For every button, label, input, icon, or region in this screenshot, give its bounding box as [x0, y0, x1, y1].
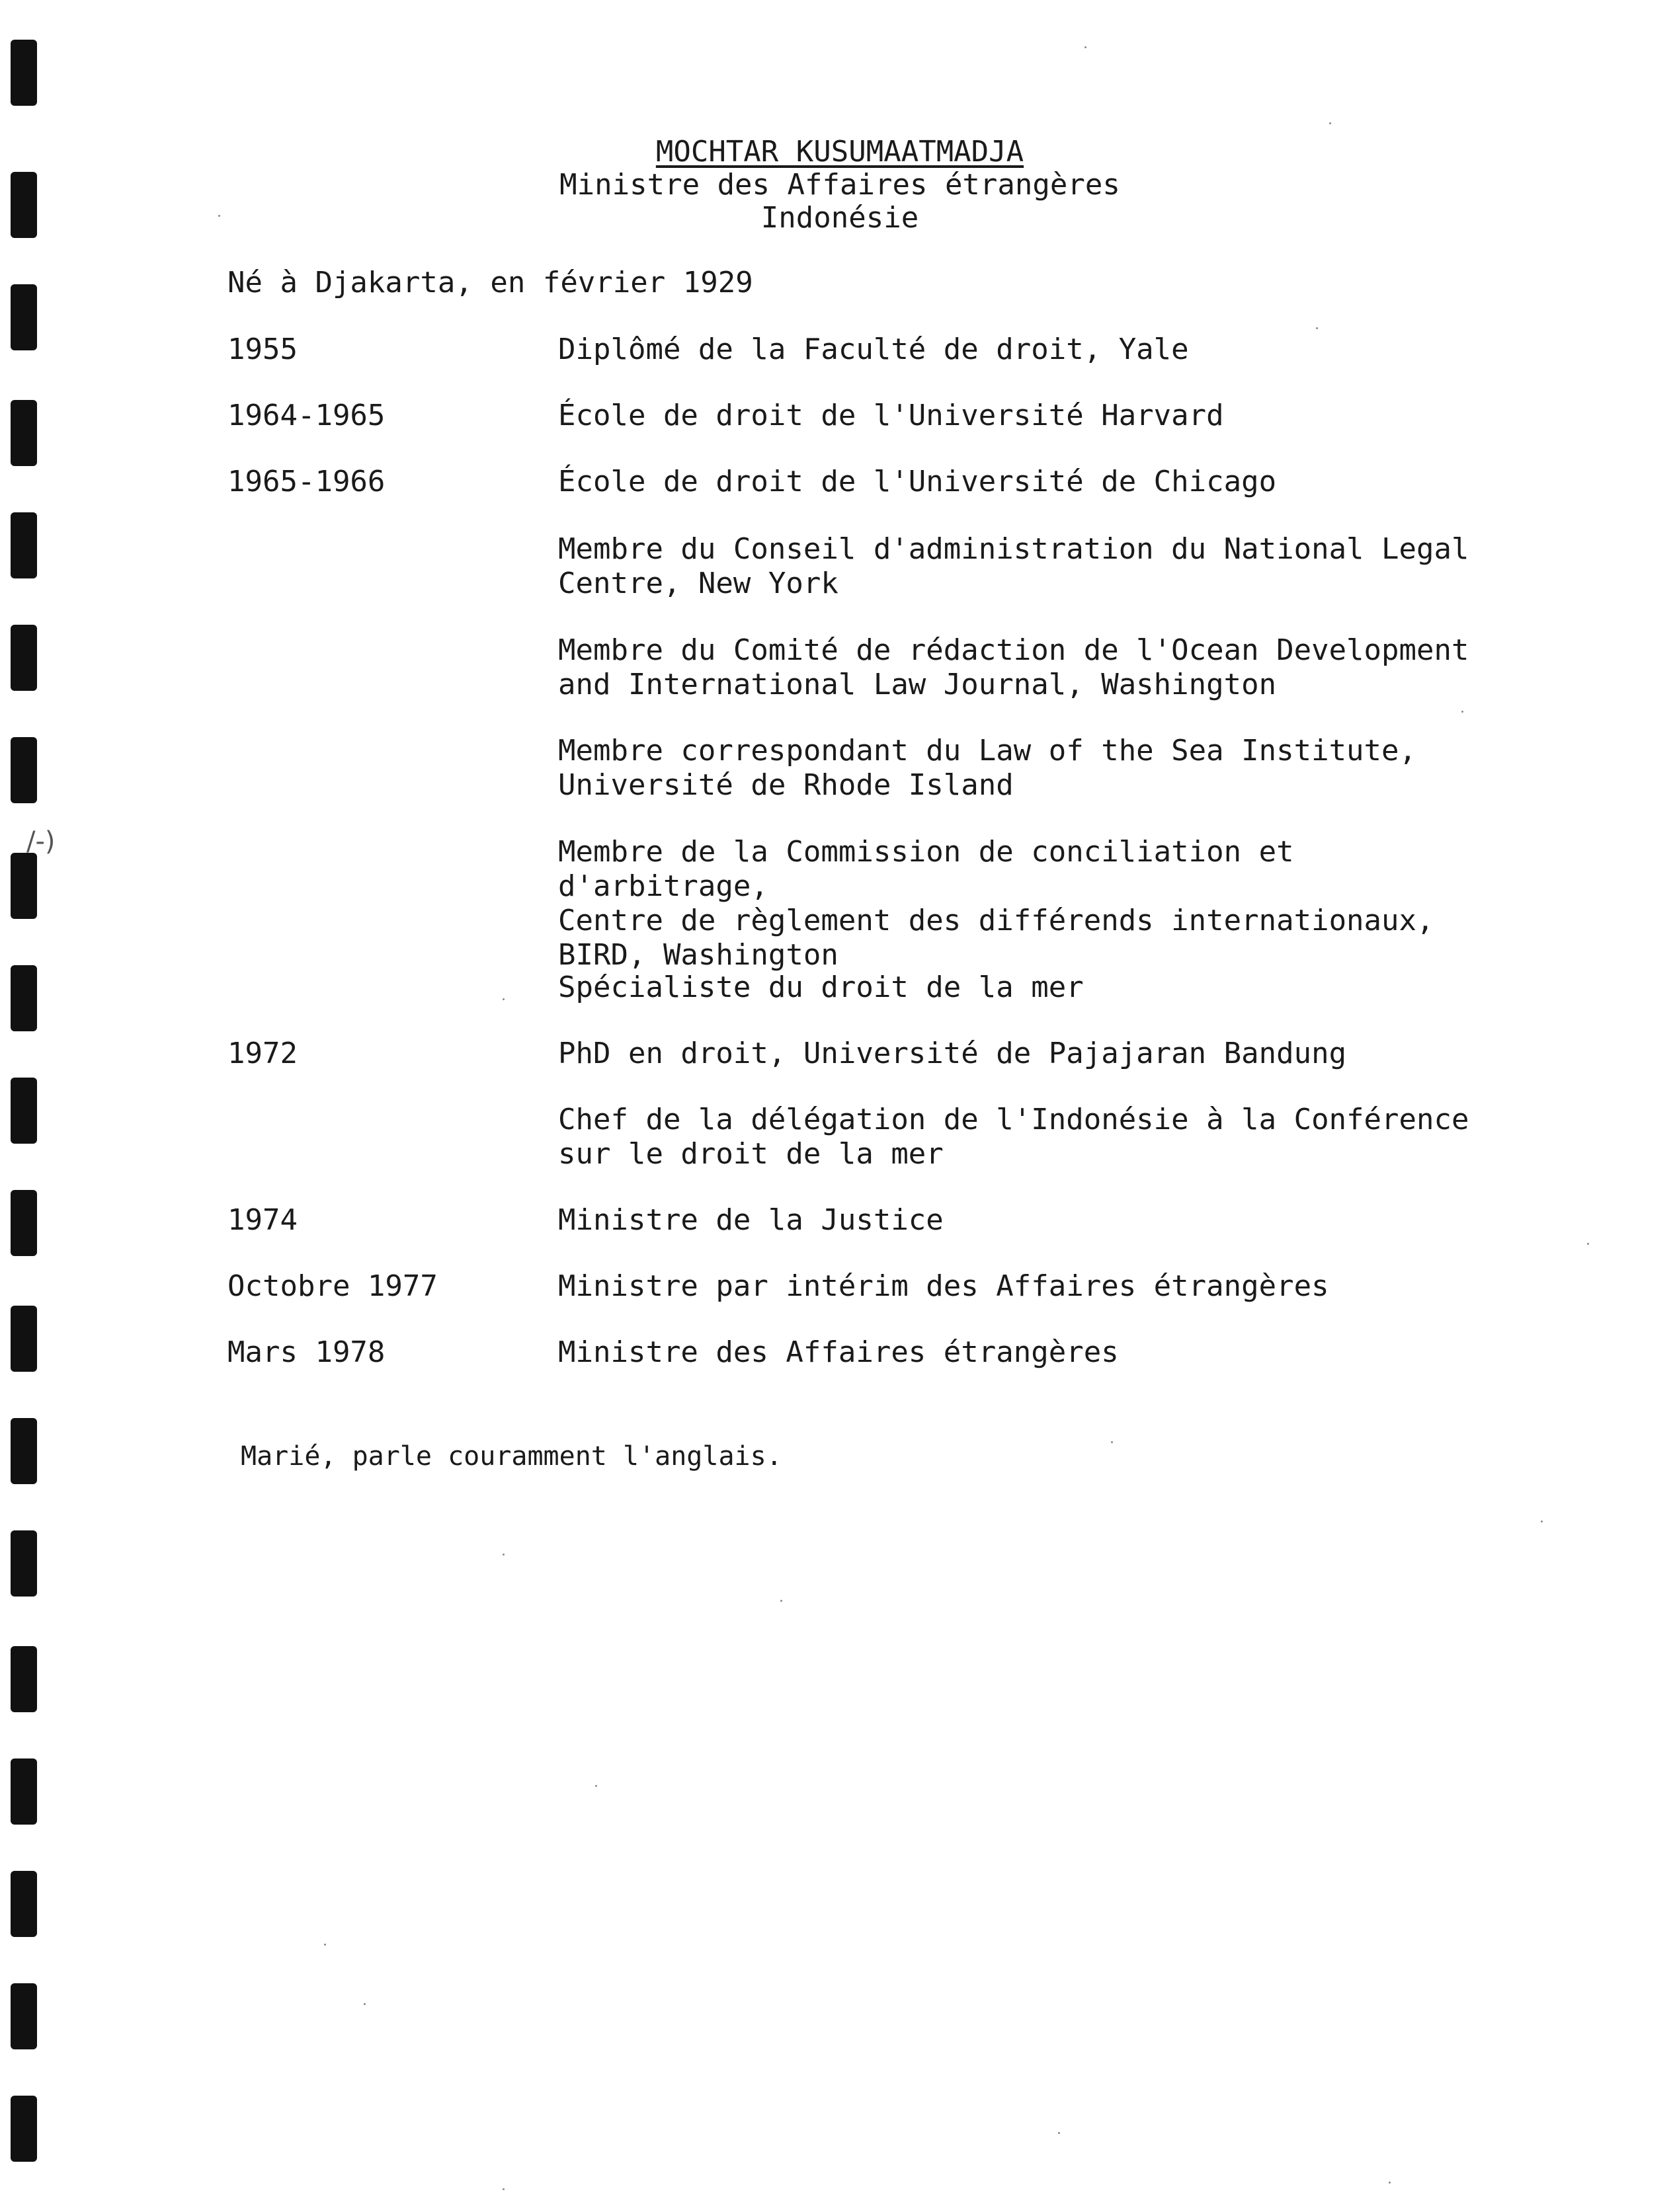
scan-speck — [1316, 327, 1318, 329]
birth-line: Né à Djakarta, en février 1929 — [227, 266, 753, 299]
punch-hole-mark — [11, 40, 37, 106]
entry-date: 1972 — [227, 1037, 298, 1070]
punch-hole-mark — [11, 2096, 37, 2162]
entry-description: Membre du Conseil d'administration du National Legal Centre, New York — [558, 532, 1469, 600]
punch-hole-mark — [11, 1418, 37, 1484]
scan-speck — [780, 1600, 782, 1602]
entry-description: Ministre par intérim des Affaires étrangères — [558, 1269, 1329, 1303]
entry-date: Octobre 1977 — [227, 1269, 438, 1303]
entry-date: 1964-1965 — [227, 399, 386, 432]
document-header — [463, 136, 1217, 235]
closing-note: Marié, parle couramment l'anglais. — [241, 1441, 782, 1472]
scan-speck — [1389, 2182, 1391, 2184]
punch-hole-mark — [11, 1190, 37, 1256]
entry-description: Spécialiste du droit de la mer — [558, 970, 1084, 1004]
person-title: Ministre des Affaires étrangères — [559, 168, 1120, 202]
margin-handwritten-note: /-) — [26, 826, 56, 857]
entry-description: Diplômé de la Faculté de droit, Yale — [558, 333, 1189, 366]
scan-speck — [1329, 122, 1331, 124]
punch-hole-mark — [11, 1983, 37, 2049]
scan-speck — [364, 2003, 366, 2005]
entry-description: Membre du Comité de rédaction de l'Ocean Development and International Law Journal, Washington — [558, 633, 1469, 701]
punch-hole-mark — [11, 1871, 37, 1937]
entry-description: PhD en droit, Université de Pajajaran Bandung — [558, 1037, 1347, 1070]
scan-speck — [503, 2188, 505, 2190]
entry-date: 1955 — [227, 333, 298, 366]
scan-speck — [1084, 46, 1086, 48]
entry-description: École de droit de l'Université de Chicago — [558, 465, 1277, 498]
punch-hole-mark — [11, 512, 37, 578]
scan-speck — [503, 998, 505, 1000]
punch-hole-mark — [11, 965, 37, 1031]
person-country: Indonésie — [760, 201, 919, 235]
punch-hole-mark — [11, 172, 37, 238]
entry-date: 1974 — [227, 1203, 298, 1237]
person-name: MOCHTAR KUSUMAATMADJA — [655, 135, 1024, 169]
punch-hole-mark — [11, 1646, 37, 1712]
entry-description: Membre correspondant du Law of the Sea Institute, Université de Rhode Island — [558, 734, 1417, 802]
scan-speck — [1058, 2132, 1060, 2134]
entry-description: Ministre des Affaires étrangères — [558, 1335, 1119, 1369]
punch-hole-mark — [11, 1758, 37, 1825]
entry-description: Chef de la délégation de l'Indonésie à la Conférence sur le droit de la mer — [558, 1103, 1469, 1171]
punch-hole-mark — [11, 400, 37, 466]
scan-speck — [595, 1785, 597, 1787]
entry-date: 1965-1966 — [227, 465, 386, 498]
punch-hole-mark — [11, 1306, 37, 1372]
entry-description: Ministre de la Justice — [558, 1203, 944, 1237]
punch-hole-mark — [11, 1530, 37, 1597]
scan-speck — [1541, 1521, 1543, 1522]
scan-speck — [218, 215, 220, 217]
scan-speck — [1587, 1243, 1589, 1245]
entry-date: Mars 1978 — [227, 1335, 386, 1369]
scan-speck — [1461, 711, 1463, 713]
entry-description: Membre de la Commission de conciliation et d'arbitrage, Centre de règlement des différends internationaux, BIRD, Washington — [558, 835, 1434, 972]
entry-description: École de droit de l'Université Harvard — [558, 399, 1224, 432]
scan-speck — [324, 1944, 326, 1946]
punch-hole-strip — [11, 0, 50, 2212]
punch-hole-mark — [11, 853, 37, 919]
punch-hole-mark — [11, 625, 37, 691]
scan-speck — [503, 1554, 505, 1556]
scan-speck — [1111, 1441, 1113, 1443]
punch-hole-mark — [11, 1078, 37, 1144]
punch-hole-mark — [11, 284, 37, 350]
punch-hole-mark — [11, 737, 37, 803]
